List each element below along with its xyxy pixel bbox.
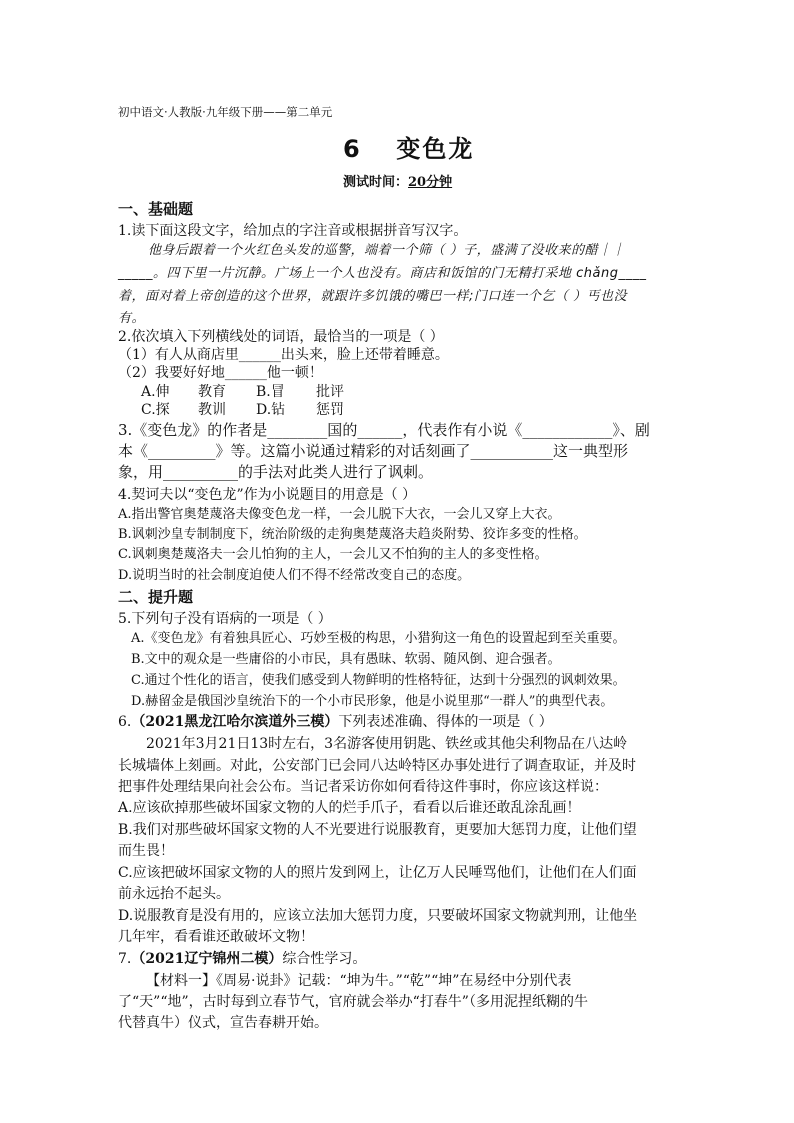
page-title: [343, 137, 474, 161]
q7-material-line: 了“天”“地”，古时每到立春节气，官府就会举办“打春牛”（多用泥捏纸糊的牛: [118, 994, 588, 1010]
lesson-name: 变色龙: [396, 135, 475, 163]
q2-option-a: A.伸: [141, 384, 170, 400]
q2-sentence-2: （2）我要好好地______他一顿！: [118, 365, 323, 381]
q2-option-b-word: 批评: [316, 384, 344, 400]
q5-option-c: C.通过个性化的语言，使我们感受到人物鲜明的性格特征，达到十分强烈的讽刺效果。: [131, 673, 626, 688]
q6-paragraph-line: 2021年3月21日13时左右，3名游客使用钥匙、铁丝或其他尖利物品在八达岭: [146, 736, 628, 752]
test-time-value: 20分钟: [408, 175, 453, 190]
q1-passage-line: 有。: [118, 311, 146, 326]
q2-option-a-word: 教育: [198, 384, 226, 400]
q1-stem: 1.读下面这段文字，给加点的字注音或根据拼音写汉字。: [118, 223, 468, 239]
q6-option-c-cont: 前永远抬不起头。: [118, 886, 230, 902]
q2-option-c-word: 教训: [198, 402, 226, 418]
q6-option-d-cont: 几年牢，看看谁还敢破坏文物！: [118, 929, 314, 945]
q4-option-c: C.讽刺奥楚蔑洛夫一会儿怕狗的主人，一会儿又不怕狗的主人的多变性格。: [118, 547, 548, 562]
q3-line: 象，用__________的手法对此类人进行了讽刺。: [118, 463, 434, 481]
q6-number: 6.: [118, 714, 132, 730]
q5-stem: 5.下列句子没有语病的一项是（ ）: [118, 611, 332, 627]
q6-stem-text: 下列表述准确、得体的一项是（ ）: [338, 714, 553, 730]
q6-option-d: D.说服教育是没有用的，应该立法加大惩罚力度，只要破坏国家文物就判刑，让他坐: [118, 908, 638, 924]
section-heading-basic: 一、基础题: [118, 200, 194, 218]
q1-passage-line: 着，面对着上帝创造的这个世界，就跟许多饥饿的嘴巴一样;门口连一个乞（ ）丐也没: [118, 289, 628, 304]
q6-option-c: C.应该把破坏国家文物的人的照片发到网上，让亿万人民唾骂他们，让他们在人们面: [118, 865, 637, 881]
q5-option-a: A.《变色龙》有着独具匠心、巧妙至极的构思，小猎狗这一角色的设置起到至关重要。: [131, 631, 626, 646]
q2-stem: 2.依次填入下列横线处的词语，最恰当的一项是（ ）: [118, 329, 444, 345]
q3-line: 3.《变色龙》的作者是________国的______，代表作有小说《____________》、剧: [118, 421, 650, 439]
q2-option-b: B.冒: [256, 384, 285, 400]
q1-passage-line: _____。四下里一片沉静。广场上一个人也没有。商店和饭馆的门无精打采地 chǎng____: [118, 266, 647, 281]
q7-stem: [118, 952, 366, 966]
q7-stem-text: 综合性学习。: [282, 951, 367, 967]
q4-option-d: D.说明当时的社会制度迫使人们不得不经常改变自己的态度。: [118, 568, 471, 583]
q3-line: 本《_________》等。这篇小说通过精彩的对话刻画了___________这一典型形: [118, 442, 629, 460]
q4-option-a: A.指出警官奥楚蔑洛夫像变色龙一样，一会儿脱下大衣，一会儿又穿上大衣。: [118, 507, 561, 522]
test-time: [343, 176, 452, 189]
lesson-number: 6: [343, 135, 362, 163]
breadcrumb: 初中语文·人教版·九年级下册——第二单元: [118, 105, 333, 119]
q6-stem: [118, 715, 553, 729]
q4-stem: 4.契诃夫以“变色龙”作为小说题目的用意是（ ）: [118, 487, 417, 503]
q2-option-c: C.探: [141, 402, 170, 418]
q7-material-line: 代替真牛）仪式，宣告春耕开始。: [118, 1015, 328, 1031]
q2-sentence-1: （1）有人从商店里______出头来，脸上还带着睡意。: [118, 347, 449, 363]
q5-option-b: B.文中的观众是一些庸俗的小市民，具有愚昧、软弱、随风倒、迎合强者。: [131, 652, 561, 667]
q2-option-d: D.钻: [256, 402, 286, 418]
q6-option-b-cont: 而生畏！: [118, 843, 174, 859]
q6-option-a: A.应该砍掉那些破坏国家文物的人的烂手爪子，看看以后谁还敢乱涂乱画！: [118, 800, 581, 816]
q6-paragraph-line: 长城墙体上刻画。对此，公安部门已会同八达岭特区办事处进行了调查取证，并及时: [118, 758, 636, 774]
q7-number: 7.: [118, 951, 132, 967]
q2-option-d-word: 惩罚: [316, 402, 344, 418]
q4-option-b: B.讽刺沙皇专制制度下，统治阶级的走狗奥楚蔑洛夫趋炎附势、狡诈多变的性格。: [118, 527, 587, 542]
q6-paragraph-line: 把事件处理结果向社会公布。当记者采访你如何看待这件事时，你应该这样说：: [118, 779, 608, 795]
q7-source: （2021辽宁锦州二模）: [131, 951, 283, 967]
section-heading-advanced: 二、提升题: [118, 588, 194, 606]
q6-option-b: B.我们对那些破坏国家文物的人不光要进行说服教育，更要加大惩罚力度，让他们望: [118, 822, 637, 838]
q6-source: （2021黑龙江哈尔滨道外三模）: [131, 714, 339, 730]
test-time-label: 测试时间：: [343, 175, 409, 190]
q1-passage-line: 他身后跟着一个火红色头发的巡警，端着一个筛（ ）子，盛满了没收来的醋｜｜: [148, 243, 626, 258]
q7-material-line: 【材料一】《周易·说卦》记载：“坤为牛。”“乾”“坤”在易经中分别代表: [146, 973, 572, 989]
q5-option-d: D.赫留金是俄国沙皇统治下的一个小市民形象，他是小说里那“一群人”的典型代表。: [131, 694, 614, 709]
